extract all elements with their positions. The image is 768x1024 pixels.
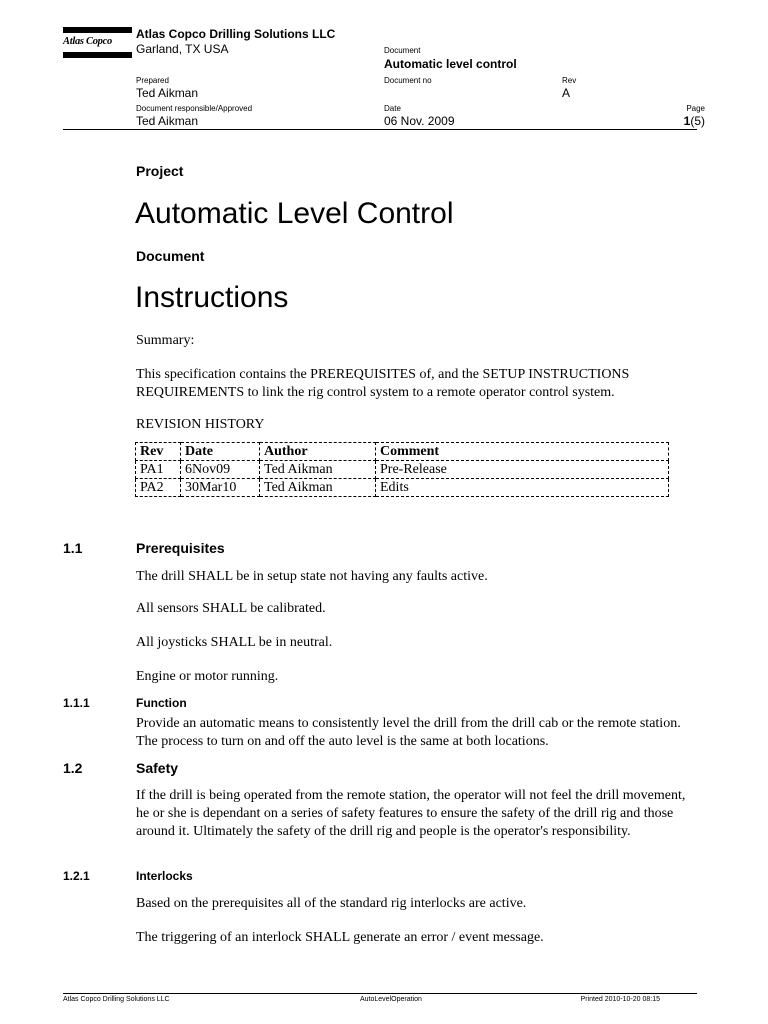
company-name: Atlas Copco Drilling Solutions LLC [136,27,336,41]
footer-divider [63,993,697,994]
footer-printed: Printed 2010-10-20 08:15 [580,996,660,1003]
document-label: Document [384,46,421,55]
table-row [136,479,669,497]
project-title: Automatic Level Control [135,197,454,230]
document-value: Automatic level control [384,57,517,71]
section-title-safety: Safety [136,760,179,776]
responsible-value: Ted Aikman [136,114,199,128]
date-label: Date [384,104,401,113]
paragraph: All sensors SHALL be calibrated. [136,601,326,616]
page-indicator [684,114,705,128]
paragraph: The triggering of an interlock SHALL generate an error / event message. [136,930,544,945]
rev-value: A [562,86,571,100]
table-header-cell: Author [260,443,376,461]
paragraph: If the drill is being operated from the remote station, the operator will not feel the drill movement, he or she is dependant on a series of safety features to ensure the safety of the drill rig and those around it. Ultimately the safety of the drill rig and people is the operator's responsibility. [136,788,686,839]
revision-history-table [135,442,669,497]
summary-label: Summary: [136,333,195,348]
document-no-label: Document no [384,76,432,85]
paragraph: The drill SHALL be in setup state not having any faults active. [136,569,488,584]
prepared-value: Ted Aikman [136,86,199,100]
table-cell: Ted Aikman [260,479,376,497]
page-total: (5) [690,114,705,128]
rev-label: Rev [562,76,577,85]
table-cell: PA1 [136,461,181,479]
table-header-cell: Comment [376,443,669,461]
paragraph: Based on the prerequisites all of the standard rig interlocks are active. [136,896,527,911]
section-number: 1.1 [63,540,83,556]
header-divider [63,129,697,130]
paragraph: All joysticks SHALL be in neutral. [136,635,333,650]
table-cell: Pre-Release [376,461,669,479]
prepared-label: Prepared [136,76,169,85]
logo-text: Atlas Copco [63,36,112,47]
section-title-prerequisites: Prerequisites [136,540,225,556]
table-header-row [136,443,669,461]
table-header-cell: Date [181,443,260,461]
subsection-title-interlocks: Interlocks [136,869,193,883]
date-value: 06 Nov. 2009 [384,114,455,128]
document-heading-label: Document [136,248,205,264]
footer-filename: AutoLevelOperation [360,996,422,1003]
paragraph: Provide an automatic means to consistently level the drill from the drill cab or the remote station. The process to turn on and off the auto level is the same at both locations. [136,716,681,749]
page-label: Page [686,104,705,113]
table-cell: Edits [376,479,669,497]
revision-history-label: REVISION HISTORY [136,417,265,432]
table-header-cell: Rev [136,443,181,461]
section-number: 1.2 [63,760,83,776]
table-cell: 30Mar10 [181,479,260,497]
footer-company: Atlas Copco Drilling Solutions LLC [63,996,170,1003]
summary-text: This specification contains the PREREQUISITES of, and the SETUP INSTRUCTIONS REQUIREMENTS to link the rig control system to a remote operator control system. [136,367,630,400]
responsible-label: Document responsible/Approved [136,104,253,113]
subsection-title-function: Function [136,696,187,710]
paragraph: Engine or motor running. [136,669,279,684]
subsection-number: 1.2.1 [63,869,90,883]
table-row [136,461,669,479]
atlas-copco-logo [63,27,132,58]
page-number: 1 [683,114,691,128]
table-cell: 6Nov09 [181,461,260,479]
table-cell: Ted Aikman [260,461,376,479]
table-cell: PA2 [136,479,181,497]
company-location: Garland, TX USA [136,42,229,56]
project-label: Project [136,163,184,179]
subsection-number: 1.1.1 [63,696,90,710]
document-title: Instructions [135,281,289,314]
